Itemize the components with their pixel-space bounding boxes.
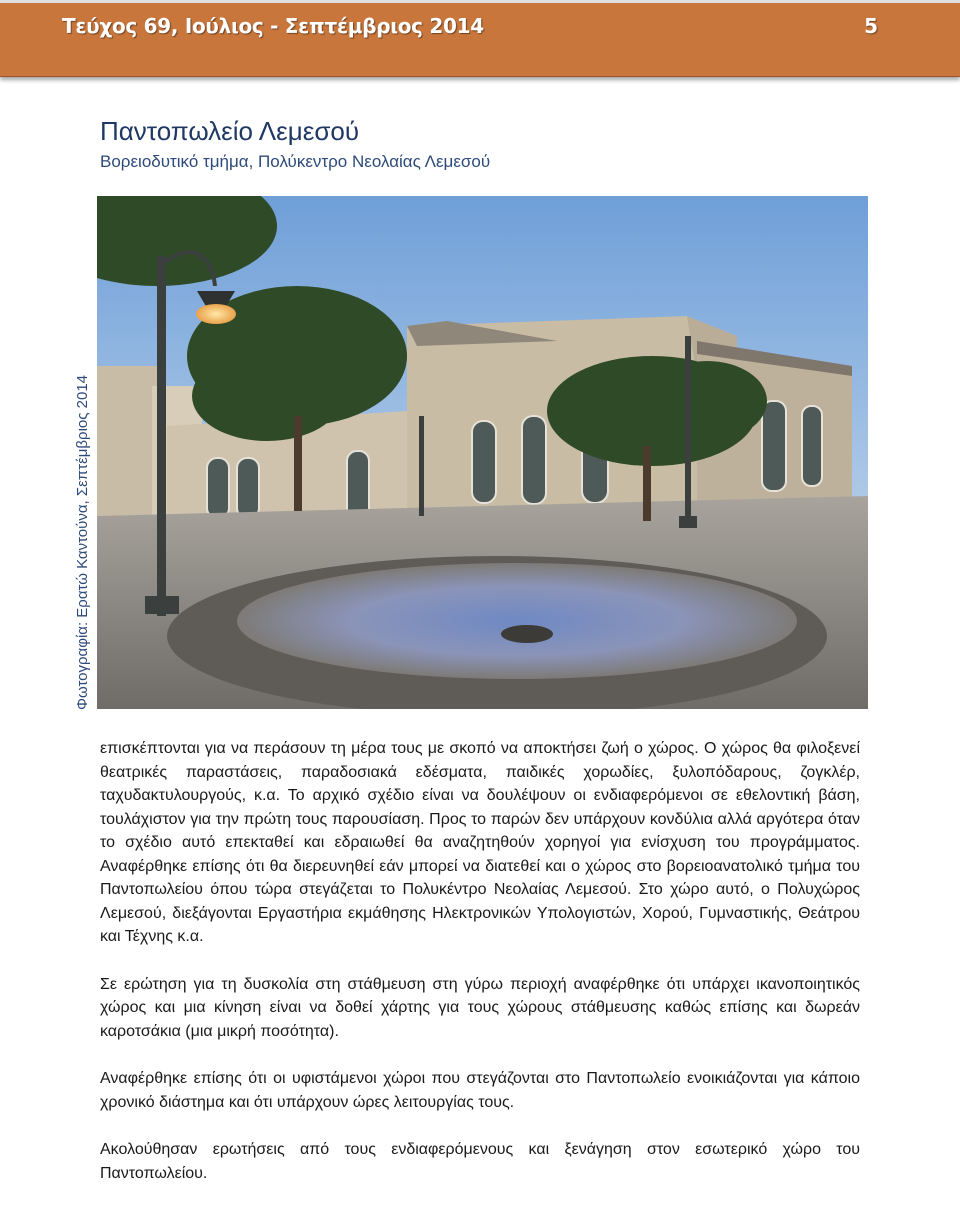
paragraph: επισκέπτονται για να περάσουν τη μέρα τους με σκοπό να αποκτήσει ζωή ο χώρος. Ο χώρος θα φιλοξενεί θεατρικές παραστάσεις, παραδοσιακά εδέσματα, παιδικές χορωδίες, ξυλοπόδαρους, ζογκλέρ, ταχυδακτυλουργούς, κ.α. Το αρχικό σχέδιο είναι να δουλέψουν οι ενδιαφερόμενοι σε εθελοντική βάση, τουλάχιστον για την πρώτη τους παρουσίαση. Προς το παρών δεν υπάρχουν κονδύλια αλλά αργότερα όταν το σχέδιο αυτό επεκταθεί και εδραιωθεί θα αναζητηθούν χορηγοί για ενίσχυση του προγράμματος. Αναφέρθηκε επίσης ότι θα διερευνηθεί εάν μπορεί να διατεθεί και ο χώρος στο βορειοανατολικό τμήμα του Παντοπωλείου όπου τώρα στεγάζεται το Πολυκέντρο Νεολαίας Λεμεσού. Στο χώρο αυτό, ο Πολυχώρος Λεμεσού, διεξάγονται Εργαστήρια εκμάθησης Ηλεκτρονικών Υπολογιστών, Χορού, Γυμναστικής, Θεάτρου και Τέχνης κ.α. [100, 740, 860, 945]
page-number: 5 [864, 14, 878, 38]
header-top-edge [0, 0, 960, 3]
article-subtitle: Βορειοδυτικό τμήμα, Πολύκεντρο Νεολαίας Λεμεσού [100, 152, 491, 171]
article-body [100, 737, 860, 1209]
issue-title: Τεύχος 69, Ιούλιος - Σεπτέμβριος 2014 [62, 14, 484, 38]
paragraph: Αναφέρθηκε επίσης ότι οι υφιστάμενοι χώροι που στεγάζονται στο Παντοπωλείο ενοικιάζονται για κάποιο χρονικό διάστημα και ότι υπάρχουν ώρες λειτουργίας τους. [100, 1070, 860, 1111]
photo-credit: Φωτογραφία: Ερατώ Καντούνα, Σεπτέμβριος 2014 [74, 374, 91, 710]
paragraph: Ακολούθησαν ερωτήσεις από τους ενδιαφερόμενους και ξενάγηση στον εσωτερικό χώρο του Παντοπωλείου. [100, 1141, 860, 1182]
article-title: Παντοπωλείο Λεμεσού [100, 116, 360, 146]
article-photo [97, 196, 868, 709]
paragraph: Σε ερώτηση για τη δυσκολία στη στάθμευση στη γύρω περιοχή αναφέρθηκε ότι υπάρχει ικανοποιητικός χώρος και μια κίνηση είναι να δοθεί χάρτης για τους χώρους στάθμευσης καθώς επίσης και δωρεάν καροτσάκια (μια μικρή ποσότητα). [100, 975, 860, 1040]
header-bar [0, 0, 960, 77]
